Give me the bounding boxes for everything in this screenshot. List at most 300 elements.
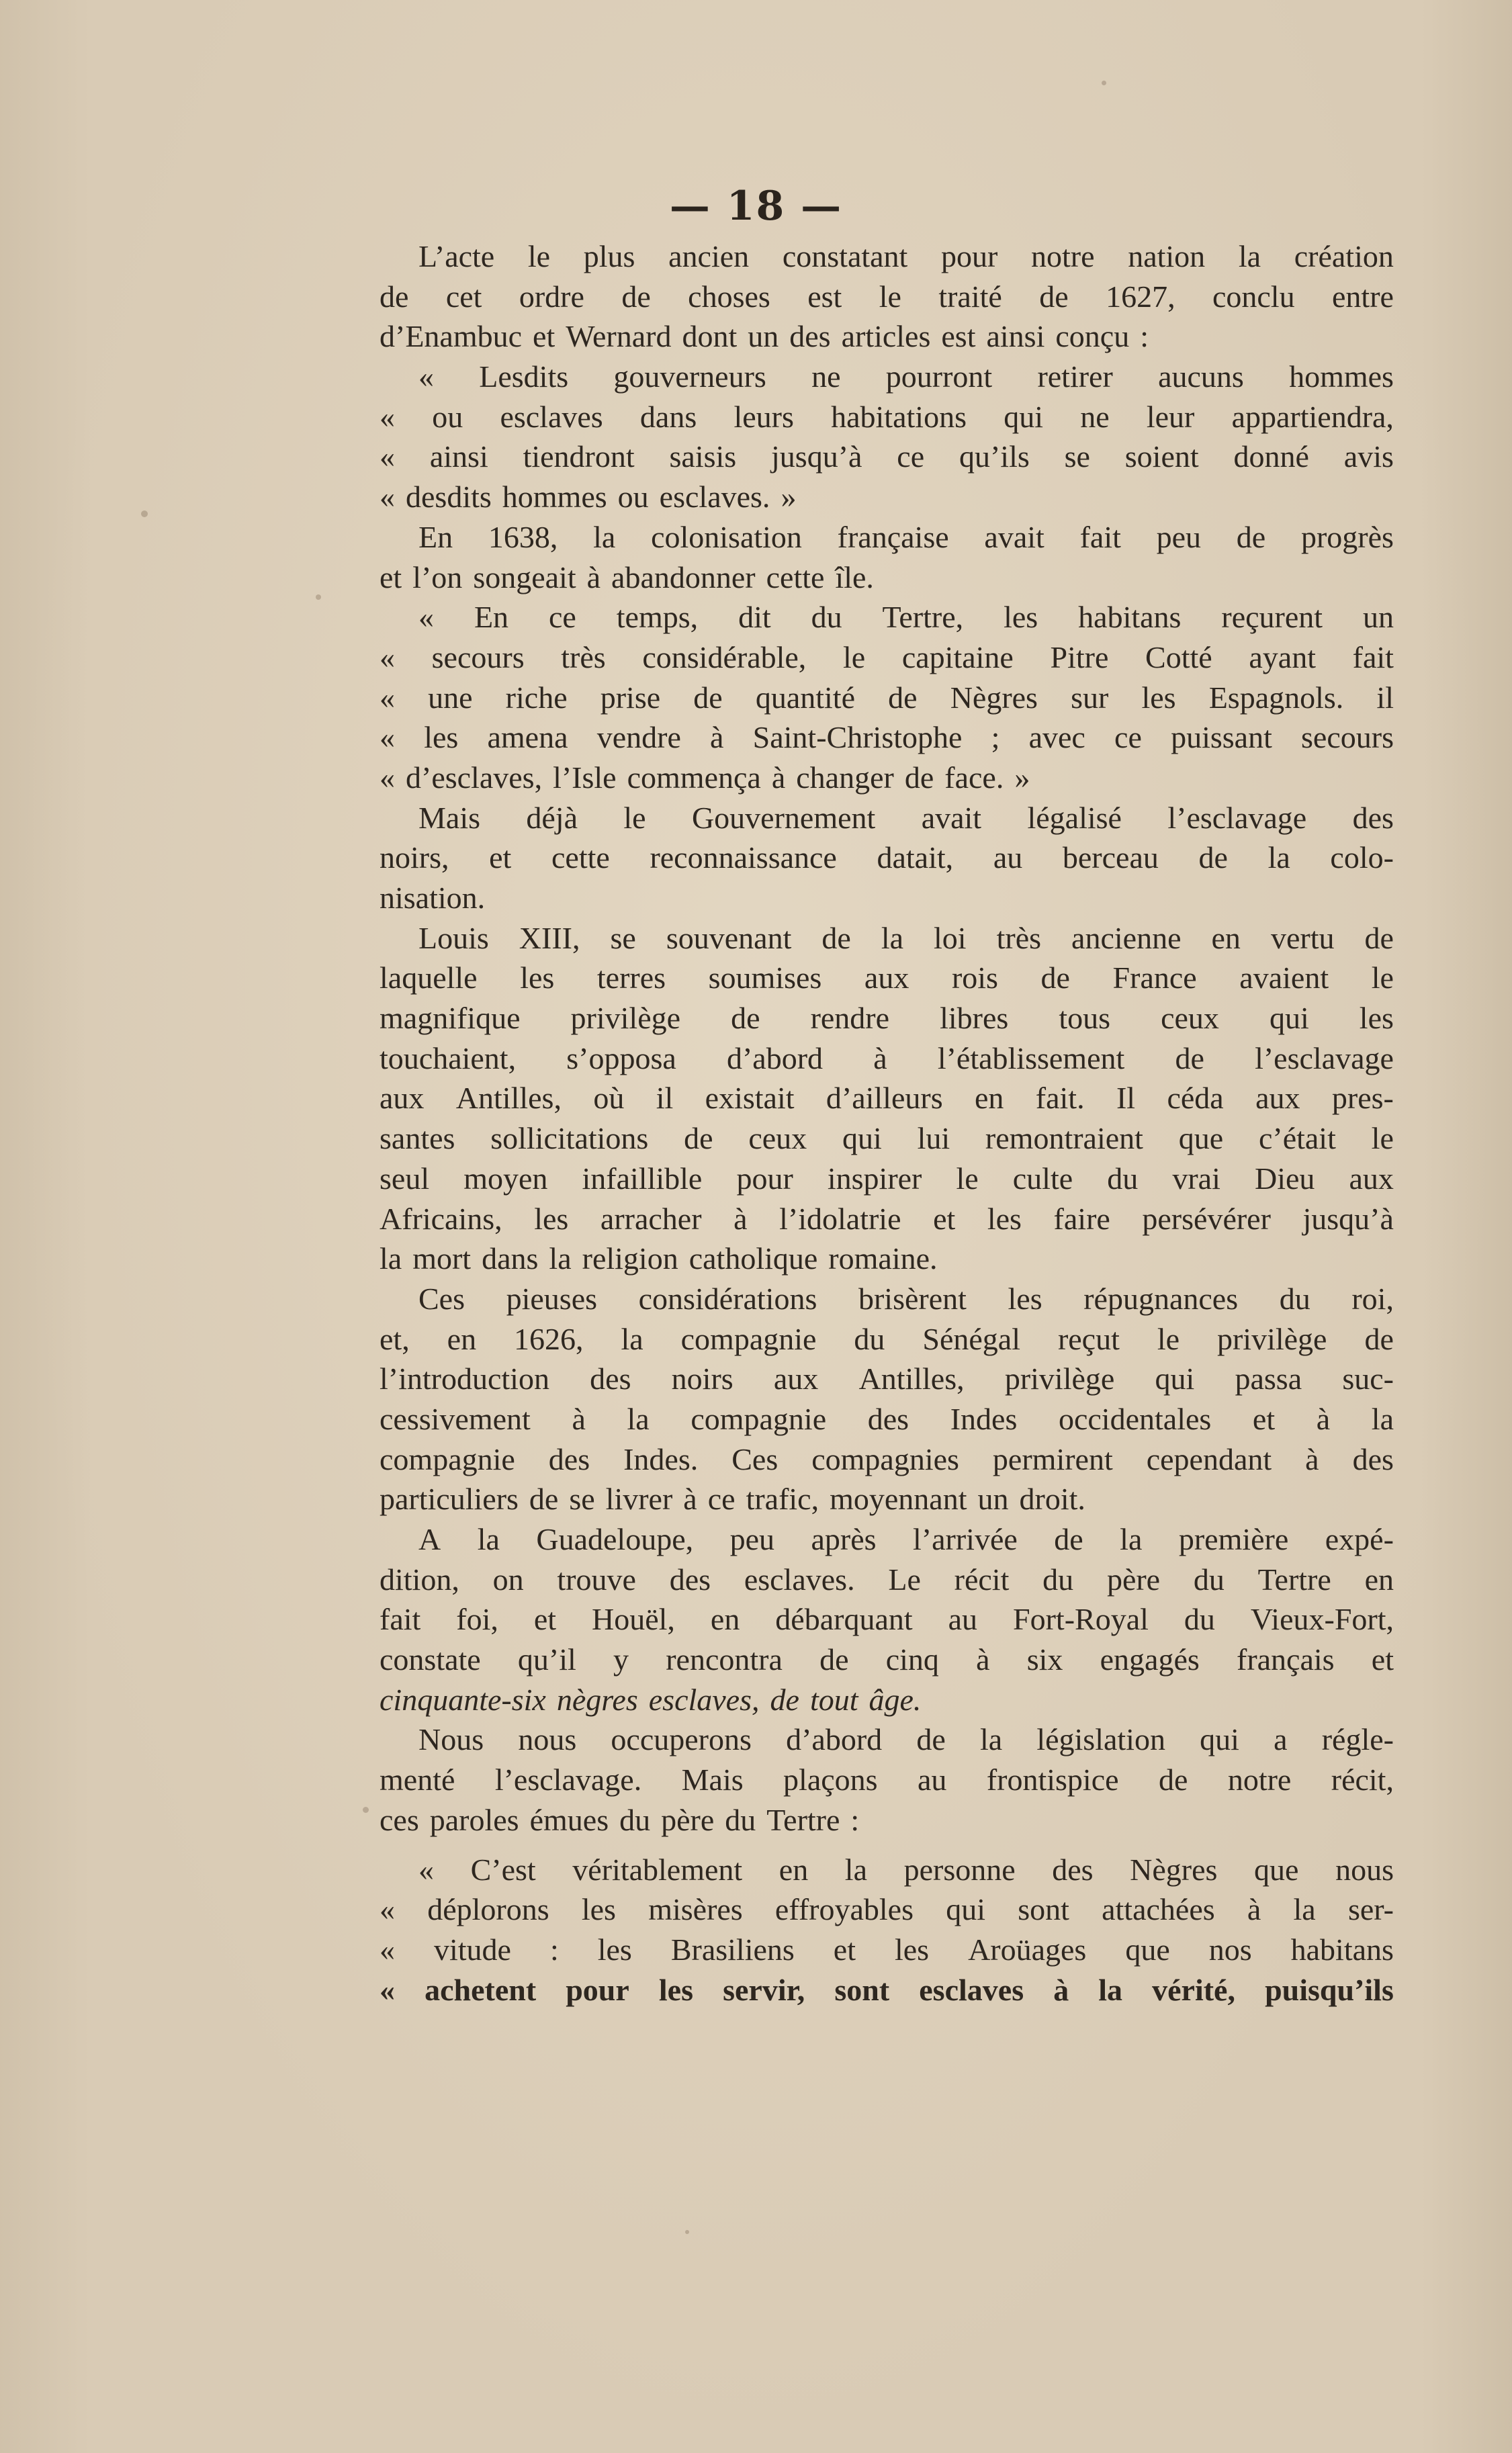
- word: cinquante-six: [380, 1682, 546, 1717]
- word: jusqu’à: [771, 439, 862, 474]
- word: et: [1371, 1642, 1394, 1677]
- word: conçu: [1055, 319, 1130, 354]
- word: compagnie: [691, 1401, 827, 1436]
- word: qui: [1004, 399, 1043, 434]
- word: face.: [944, 760, 1004, 795]
- word: les: [658, 1972, 693, 2007]
- word: Fort-Royal: [1013, 1602, 1149, 1637]
- word: ne: [1080, 399, 1110, 434]
- word: émues: [529, 1802, 609, 1837]
- text-line: [380, 1800, 1394, 1840]
- word: ancienne: [1071, 920, 1182, 955]
- word: occuperons: [611, 1722, 752, 1757]
- text-line: [380, 1760, 1394, 1800]
- word: ainsi: [429, 439, 488, 474]
- word: Brasiliens: [670, 1932, 795, 1967]
- word: terres: [596, 961, 666, 995]
- word: tous: [1059, 1001, 1111, 1036]
- word: la: [627, 1401, 650, 1436]
- word: très: [996, 920, 1042, 955]
- word: de: [1364, 1321, 1394, 1356]
- word: ainsi: [986, 319, 1045, 354]
- text-line: [380, 1199, 1394, 1239]
- word: l’idolatrie: [779, 1201, 901, 1236]
- word: Sénégal: [922, 1321, 1020, 1356]
- word: moyennant: [830, 1482, 967, 1517]
- word: gouverneurs: [613, 359, 766, 394]
- word: vertu: [1270, 920, 1335, 955]
- word: déplorons: [427, 1892, 549, 1927]
- text-line: [380, 1078, 1394, 1118]
- word: qu’il: [517, 1642, 576, 1677]
- word: notre: [1227, 1763, 1292, 1797]
- word: se: [1064, 439, 1090, 474]
- word: les: [520, 961, 555, 995]
- word: passa: [1235, 1362, 1302, 1396]
- word: des: [867, 1401, 909, 1436]
- word: compagnie: [380, 1441, 515, 1476]
- word: de: [819, 1642, 849, 1677]
- word: temps,: [616, 600, 699, 635]
- word: et: [1252, 1401, 1276, 1436]
- word: «: [380, 1972, 395, 2007]
- word: Dieu: [1254, 1161, 1315, 1196]
- page-number: — 18 —: [669, 183, 843, 230]
- word: à: [976, 1642, 990, 1677]
- text-line: [380, 998, 1394, 1038]
- word: constate: [380, 1642, 481, 1677]
- word: rois: [951, 961, 998, 995]
- word: de: [888, 680, 918, 715]
- word: avec: [1028, 720, 1085, 755]
- word: puissant: [1171, 720, 1272, 755]
- word: du: [1184, 1602, 1215, 1637]
- word: aux: [1255, 1081, 1300, 1116]
- text-line: [380, 1038, 1394, 1079]
- word: la: [1371, 1401, 1394, 1436]
- word: Tertre,: [882, 600, 964, 635]
- word: fait.: [1035, 1081, 1085, 1116]
- text-line: [380, 1850, 1394, 1890]
- word: sont: [834, 1972, 890, 2007]
- word: quantité: [755, 680, 856, 715]
- word: occidentales: [1058, 1401, 1212, 1436]
- word: du: [1042, 1562, 1074, 1597]
- word: amena: [487, 720, 568, 755]
- text-line: [380, 1439, 1394, 1480]
- word: frontispice: [986, 1763, 1119, 1797]
- word: mort: [412, 1241, 472, 1276]
- word: menté: [380, 1763, 455, 1797]
- text-line: [380, 236, 1394, 277]
- word: persévérer: [1142, 1201, 1271, 1236]
- word: santes: [380, 1121, 455, 1156]
- text-line: [380, 517, 1394, 558]
- word: compagnies: [811, 1441, 959, 1476]
- word: au: [993, 840, 1023, 875]
- word: «: [380, 1892, 395, 1927]
- word: père: [661, 1802, 715, 1837]
- word: d’ailleurs: [826, 1081, 943, 1116]
- word: ces: [380, 1802, 419, 1837]
- word: dont: [682, 319, 738, 354]
- word: s’opposa: [566, 1040, 676, 1075]
- body-text: [380, 236, 1394, 2010]
- word: île.: [835, 560, 874, 594]
- word: céda: [1167, 1081, 1224, 1116]
- text-line: [380, 1399, 1394, 1439]
- word: fait: [1352, 639, 1394, 674]
- word: Wernard: [566, 319, 672, 354]
- word: ayant: [1249, 639, 1316, 674]
- word: c’était: [1258, 1121, 1336, 1156]
- word: il: [656, 1081, 674, 1116]
- word: répugnances: [1083, 1281, 1239, 1316]
- word: Saint-Christophe: [752, 720, 963, 755]
- word: misères: [648, 1892, 743, 1927]
- word: de: [1198, 840, 1228, 875]
- word: «: [380, 1932, 395, 1967]
- word: le: [623, 800, 646, 835]
- word: conclu: [1212, 279, 1295, 314]
- word: leurs: [733, 399, 794, 434]
- word: plaçons: [783, 1763, 878, 1797]
- word: et: [933, 1201, 956, 1236]
- word: d’abord: [726, 1040, 824, 1075]
- word: lui: [917, 1121, 950, 1156]
- word: inspirer: [827, 1161, 922, 1196]
- word: Lesdits: [479, 359, 569, 394]
- word: régle-: [1321, 1722, 1394, 1757]
- word: les: [987, 1201, 1022, 1236]
- word: Indes.: [623, 1441, 699, 1476]
- word: trouve: [557, 1562, 636, 1597]
- word: ceux: [1161, 1001, 1219, 1036]
- word: souvenant: [666, 920, 792, 955]
- word: progrès: [1300, 519, 1394, 554]
- paragraph-gap: [380, 1840, 1394, 1850]
- word: où: [593, 1081, 625, 1116]
- word: de: [529, 1482, 559, 1517]
- word: secours: [431, 639, 525, 674]
- word: les: [894, 1932, 930, 1967]
- word: des: [1352, 1441, 1394, 1476]
- text-line: [380, 838, 1394, 878]
- word: Louis: [418, 920, 489, 955]
- word: hommes: [1289, 359, 1394, 394]
- word: romaine.: [828, 1241, 938, 1276]
- word: nos: [1208, 1932, 1252, 1967]
- word: effroyables: [774, 1892, 914, 1927]
- word: ne: [811, 359, 841, 394]
- word: considérable,: [642, 639, 807, 674]
- word: du: [1193, 1562, 1225, 1597]
- text-line: [380, 277, 1394, 317]
- word: nous: [518, 1722, 577, 1757]
- word: à: [733, 1201, 748, 1236]
- word: d’Enambuc: [380, 319, 523, 354]
- word: pour: [566, 1972, 629, 2007]
- word: et: [533, 319, 555, 354]
- word: en: [710, 1602, 740, 1637]
- word: âge.: [869, 1682, 922, 1717]
- text-line: [380, 1560, 1394, 1600]
- word: y: [613, 1642, 629, 1677]
- word: leur: [1146, 399, 1195, 434]
- word: plus: [583, 239, 635, 273]
- word: la: [593, 519, 616, 554]
- word: brisèrent: [858, 1281, 967, 1316]
- word: achetent: [425, 1972, 537, 2007]
- word: qui: [946, 1892, 985, 1927]
- word: vrai: [1172, 1161, 1220, 1196]
- word: existait: [705, 1081, 795, 1116]
- word: le: [1371, 961, 1394, 995]
- paper-speck: [316, 594, 321, 600]
- word: engagés: [1100, 1642, 1200, 1677]
- word: déjà: [526, 800, 578, 835]
- word: française: [837, 519, 949, 554]
- word: pour: [736, 1161, 793, 1196]
- word: infaillible: [582, 1161, 703, 1196]
- word: berceau: [1062, 840, 1159, 875]
- text-line: [380, 1680, 1394, 1720]
- word: suc-: [1342, 1362, 1394, 1396]
- word: père: [1106, 1562, 1161, 1597]
- word: du: [1279, 1281, 1310, 1316]
- word: dit: [738, 600, 771, 635]
- text-line: [380, 597, 1394, 637]
- word: tout: [809, 1682, 858, 1717]
- word: pour: [941, 239, 998, 273]
- word: à: [710, 720, 724, 755]
- word: le: [1157, 1321, 1180, 1356]
- word: qu’ils: [959, 439, 1030, 474]
- word: magnifique: [380, 1001, 521, 1036]
- word: le: [956, 1161, 979, 1196]
- text-line: [380, 1359, 1394, 1399]
- word: la: [881, 920, 904, 955]
- word: faire: [1053, 1201, 1110, 1236]
- word: les: [1008, 1281, 1042, 1316]
- word: du: [854, 1321, 885, 1356]
- word: de: [1364, 920, 1394, 955]
- word: au: [948, 1602, 978, 1637]
- word: reçurent: [1221, 600, 1323, 635]
- text-line: [380, 1279, 1394, 1319]
- text-line: [380, 1720, 1394, 1760]
- word: privilège: [570, 1001, 681, 1036]
- word: que: [1178, 1121, 1224, 1156]
- word: Tertre: [1257, 1562, 1331, 1597]
- word: de: [693, 680, 723, 715]
- word: pres-: [1331, 1081, 1394, 1116]
- word: ou: [432, 399, 463, 434]
- word: A: [418, 1522, 441, 1556]
- word: «: [380, 639, 395, 674]
- word: cette: [766, 560, 825, 594]
- word: rencontra: [666, 1642, 783, 1677]
- word: les: [1004, 600, 1038, 635]
- word: esclaves.: [659, 480, 770, 515]
- text-line: [380, 1159, 1394, 1199]
- word: esclaves,: [648, 1682, 760, 1717]
- text-line: [380, 1479, 1394, 1519]
- word: Nègres: [950, 680, 1038, 715]
- word: les: [1359, 1001, 1394, 1036]
- text-line: [380, 678, 1394, 718]
- word: esclaves.: [744, 1562, 855, 1597]
- word: cessivement: [380, 1401, 531, 1436]
- text-line: [380, 357, 1394, 397]
- word: desdits: [406, 480, 492, 515]
- word: est: [941, 319, 976, 354]
- word: six: [1026, 1642, 1063, 1677]
- word: colo-: [1330, 840, 1394, 875]
- word: foi,: [456, 1602, 498, 1637]
- word: le: [879, 279, 901, 314]
- word: de: [1158, 1763, 1188, 1797]
- word: se: [569, 1482, 595, 1517]
- word: les: [1141, 680, 1176, 715]
- word: :: [1140, 319, 1149, 354]
- text-line: [380, 878, 1394, 918]
- word: au: [917, 1763, 947, 1797]
- word: Gouvernement: [691, 800, 876, 835]
- word: ordre: [519, 279, 584, 314]
- word: servir,: [723, 1972, 805, 2007]
- word: il: [1376, 680, 1394, 715]
- word: la: [1098, 1972, 1123, 2007]
- word: récit: [954, 1562, 1010, 1597]
- word: un: [748, 319, 779, 354]
- word: »: [781, 480, 797, 515]
- word: du: [811, 600, 842, 635]
- word: Vieux-Fort,: [1250, 1602, 1394, 1637]
- word: attachées: [1102, 1892, 1215, 1927]
- word: l’on: [412, 560, 463, 594]
- word: la: [979, 1722, 1003, 1757]
- word: une: [428, 680, 473, 715]
- word: débarquant: [775, 1602, 913, 1637]
- word: et: [833, 1932, 856, 1967]
- word: :: [549, 1932, 559, 1967]
- text-line: [380, 1640, 1394, 1680]
- word: le: [527, 239, 551, 273]
- word: la: [1293, 1892, 1316, 1927]
- word: de: [916, 1722, 946, 1757]
- text-line: [380, 397, 1394, 437]
- word: «: [380, 720, 395, 755]
- word: vérité,: [1152, 1972, 1235, 2007]
- word: de: [1054, 1522, 1083, 1556]
- word: le: [1371, 1121, 1394, 1156]
- word: saisis: [669, 439, 737, 474]
- word: du: [619, 1802, 651, 1837]
- word: articles: [841, 319, 931, 354]
- word: nous: [1335, 1852, 1394, 1887]
- word: la: [380, 1241, 402, 1276]
- word: fait: [380, 1602, 421, 1637]
- word: très: [561, 639, 606, 674]
- word: habitations: [831, 399, 967, 434]
- word: Tertre: [766, 1802, 840, 1837]
- word: Guadeloupe,: [536, 1522, 694, 1556]
- word: à: [572, 1401, 586, 1436]
- word: la: [1238, 239, 1261, 273]
- word: en: [447, 1321, 477, 1356]
- word: du: [725, 1802, 756, 1837]
- text-line: [380, 558, 1394, 598]
- word: ce: [897, 439, 925, 474]
- word: notre: [1031, 239, 1095, 273]
- word: reçut: [1057, 1321, 1120, 1356]
- word: seul: [380, 1161, 430, 1196]
- word: un: [1363, 600, 1394, 635]
- word: considérations: [638, 1281, 817, 1316]
- word: entre: [1332, 279, 1394, 314]
- word: l’esclavage: [1167, 800, 1307, 835]
- word: l’établissement: [937, 1040, 1125, 1075]
- word: qui: [1269, 1001, 1309, 1036]
- text-line: [380, 1118, 1394, 1159]
- word: Nègres: [1130, 1852, 1218, 1887]
- word: libres: [940, 1001, 1009, 1036]
- word: avis: [1343, 439, 1394, 474]
- word: les: [534, 1201, 569, 1236]
- word: expé-: [1325, 1522, 1394, 1556]
- word: Mais: [681, 1763, 744, 1797]
- word: «: [418, 359, 434, 394]
- word: cependant: [1146, 1441, 1272, 1476]
- text-line: [380, 958, 1394, 998]
- word: de: [621, 279, 651, 314]
- word: ancien: [668, 239, 750, 273]
- word: et: [489, 840, 512, 875]
- word: ce: [707, 1482, 736, 1517]
- word: avaient: [1239, 961, 1329, 995]
- word: et: [380, 560, 402, 594]
- word: peu: [1156, 519, 1202, 554]
- paper-speck: [1102, 81, 1106, 85]
- word: «: [380, 439, 395, 474]
- word: Indes: [950, 1401, 1018, 1436]
- word: ce: [1114, 720, 1142, 755]
- word: ser-: [1347, 1892, 1394, 1927]
- word: »: [1014, 760, 1030, 795]
- word: droit.: [1019, 1482, 1085, 1517]
- word: l’esclavage.: [494, 1763, 642, 1797]
- word: prise: [600, 680, 661, 715]
- word: et,: [380, 1321, 410, 1356]
- word: Nous: [418, 1722, 484, 1757]
- word: en: [1364, 1562, 1394, 1597]
- word: commença: [627, 760, 761, 795]
- word: cette: [551, 840, 610, 875]
- word: pourront: [885, 359, 993, 394]
- word: particuliers: [380, 1482, 519, 1517]
- word: moyen: [463, 1161, 548, 1196]
- word: En: [418, 519, 453, 554]
- word: «: [380, 760, 395, 795]
- word: l’Isle: [553, 760, 617, 795]
- word: En: [474, 600, 509, 635]
- word: retirer: [1037, 359, 1113, 394]
- word: hommes: [502, 480, 607, 515]
- word: :: [850, 1802, 860, 1837]
- word: Cotté: [1145, 639, 1212, 674]
- word: esclaves: [500, 399, 603, 434]
